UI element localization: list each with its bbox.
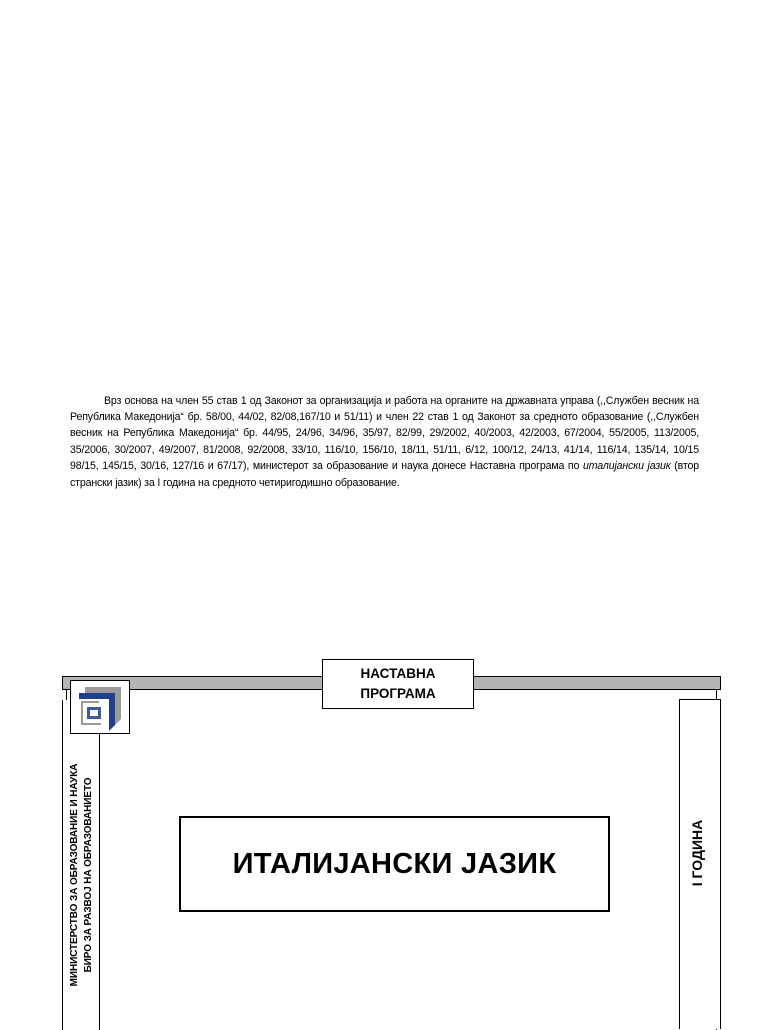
subject-title-box	[179, 816, 610, 912]
intro-paragraph	[70, 393, 699, 491]
header-line-2: ПРОГРАМА	[360, 686, 436, 701]
intro-italic-subject: италијански јазик	[582, 460, 671, 473]
year-label-container	[683, 808, 713, 898]
program-header-box	[322, 659, 474, 709]
intro-text: Врз основа на член 55 став 1 од Законот за организација и работа на органите на државната управа (,,Службен весник на Република Македонија“ бр. 58/00, 44/02, 82/08,167/10 и 51/11) и член 22 став 1 од Законот за средното образование (,,Службен весник на Република Македонија“ бр. 44/95, 24/96, 34/96, 35/97, 82/99, 29/2002, 40/2003, 42/2003, 67/2004, 55/2005, 113/2005, 35/2006, 30/2007, 49/2007, 81/2008, 92/2008, 33/10, 116/10, 156/10, 18/11, 51/11, 6/12, 100/12, 24/13, 41/14, 116/14, 135/14, 10/15 98/15, 145/15, 30/16, 127/16 и 67/17), министерот за образование и наука донесе Наставна програма по	[70, 394, 699, 473]
intro-text-end: (втор странски јазик) за I година на средното четиригодишно образование.	[70, 460, 699, 489]
ministry-label	[68, 760, 98, 990]
subject-title: ИТАЛИЈАНСКИ ЈАЗИК	[232, 847, 557, 880]
year-label: I ГОДИНА	[689, 819, 705, 887]
bureau-logo-icon	[70, 680, 130, 734]
ministry-line-1: МИНИСТЕРСТВО ЗА ОБРАЗОВАНИЕ И НАУКА	[69, 763, 80, 987]
header-line-1: НАСТАВНА	[360, 666, 436, 681]
ministry-line-2: БИРО ЗА РАЗВОЈ НА ОБРАЗОВАНИЕТО	[83, 777, 94, 973]
